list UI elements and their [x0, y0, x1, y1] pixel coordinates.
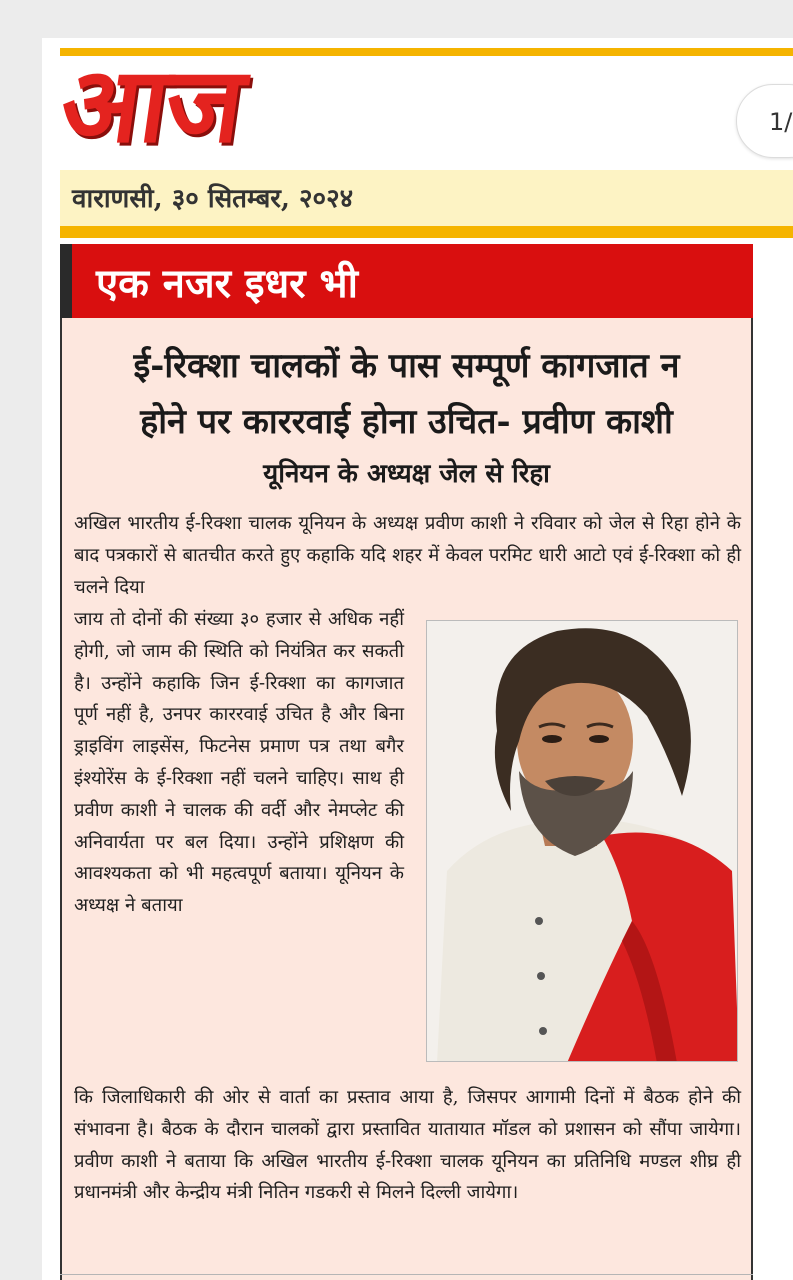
dateline-text: वाराणसी, ३० सितम्बर, २०२४: [72, 184, 354, 214]
viewer-top-bar: [0, 0, 793, 8]
section-header: [60, 244, 753, 318]
article-paragraph-bottom: कि जिलाधिकारी की ओर से वार्ता का प्रस्ताव आया है, जिसपर आगामी दिनों में बैठक होने की संभावना है। बैठक के दौरान चालकों द्वारा प्रस्तावित यातायात मॉडल को प्रशासन को सौंपा जायेगा। प्रवीण काशी ने बताया कि अखिल भारतीय ई-रिक्शा चालक यूनियन का प्रतिनिधि मण्डल शीघ्र ही प्रधानमंत्री और केन्द्रीय मंत्री नितिन गडकरी से मिलने दिल्ली जायेगा।: [74, 1087, 741, 1204]
portrait-photo: [426, 620, 738, 1062]
headline-line-2: होने पर काररवाई होना उचित- प्रवीण काशी: [140, 402, 673, 442]
article-paragraph-left: जाय तो दोनों की संख्या ३० हजार से अधिक नहीं होगी, जो जाम की स्थिति को नियंत्रित कर सकती है। उन्होंने कहाकि जिन ई-रिक्शा का कागजात पूर्ण नहीं है, उनपर काररवाई उचित है और बिना ड्राइविंग लाइसेंस, फिटनेस प्रमाण पत्र तथा बगैर इंश्योरेंस के ई-रिक्शा नहीं चलने चाहिए। साथ ही प्रवीण काशी ने चालक की वर्दी और नेमप्लेट की अनिवार्यता पर बल दिया। उन्होंने प्रशिक्षण की आवश्यकता को भी महत्वपूर्ण बताया। यूनियन के अध्यक्ष ने बताया: [74, 609, 404, 917]
article-subheadline: यूनियन के अध्यक्ष जेल से रिहा: [263, 459, 550, 489]
section-title: एक नजर इधर भी: [96, 260, 358, 307]
dateline-band: [60, 170, 793, 238]
newspaper-logo: आज: [53, 43, 251, 166]
headline-line-1: ई-रिक्शा चालकों के पास सम्पूर्ण कागजात न: [133, 346, 680, 386]
page-indicator-button[interactable]: 1/: [736, 84, 793, 158]
next-article-edge: [60, 1274, 753, 1280]
article-paragraph-top: अखिल भारतीय ई-रिक्शा चालक यूनियन के अध्यक्ष प्रवीण काशी ने रविवार को जेल से रिहा होने के बाद पत्रकारों से बातचीत करते हुए कहाकि यदि शहर में केवल परमिट धारी आटो एवं ई-रिक्शा को ही चलने दिया: [74, 513, 741, 598]
article-headline: [70, 338, 743, 450]
article-box: [60, 318, 753, 1280]
portrait-illustration: [427, 621, 738, 1062]
newspaper-page: [42, 38, 793, 1280]
